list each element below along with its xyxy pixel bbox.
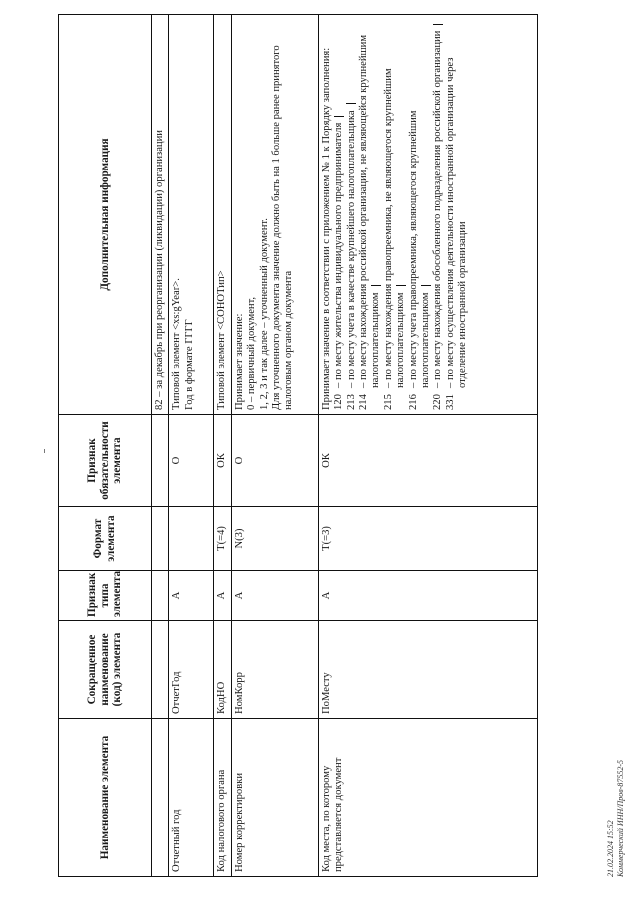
- code-list-item: [333, 19, 345, 410]
- code-list-item: [346, 19, 358, 410]
- cell-info: Типовой элемент <СОНОТип>: [214, 15, 231, 415]
- marker-bar: [396, 286, 406, 287]
- cell-format: T(=3): [318, 507, 537, 571]
- element-spec-table: [58, 14, 538, 877]
- table-row-tax-authority-code: [214, 15, 231, 877]
- info-line: Год в формате ГГГГ: [183, 319, 195, 410]
- code-number: 220: [432, 394, 444, 410]
- marker-bar: [433, 24, 443, 25]
- code-list-item: [358, 19, 383, 410]
- cell-type: А: [169, 571, 214, 621]
- code-description: – по месту осуществления деятельности иностранной организации через отделение иностранной организации: [444, 57, 469, 388]
- code-description: – по месту жительства индивидуального предпринимателя: [333, 19, 345, 388]
- code-list-item: [432, 19, 444, 410]
- cell-code: ОтчетГод: [169, 621, 214, 719]
- cell-name: Номер корректировки: [231, 719, 318, 877]
- table-header-row: [59, 15, 152, 877]
- code-number: 331: [444, 394, 456, 410]
- code-number: 120: [333, 394, 345, 410]
- cell-required: [152, 415, 169, 507]
- info-intro: Принимает значение в соответствии с приложением № 1 к Порядку заполнения:: [320, 47, 332, 410]
- code-description: – по месту учета в качестве крупнейшего налогоплательщика: [346, 19, 358, 388]
- cell-required: О: [231, 415, 318, 507]
- cell-format: T(=4): [214, 507, 231, 571]
- code-number: 216: [407, 394, 419, 410]
- info-line: Принимает значение:: [233, 313, 245, 410]
- cell-name: Код налогового органа: [214, 719, 231, 877]
- cell-info: 82 – за декабрь при реорганизации (ликвидации) организации: [152, 15, 169, 415]
- cell-format: N(3): [231, 507, 318, 571]
- header-short-code: Сокращенное наименование (код) элемента: [59, 621, 152, 719]
- cell-type: А: [231, 571, 318, 621]
- marker-bar: [421, 286, 431, 287]
- header-element-type: Признак типа элемента: [59, 571, 152, 621]
- code-number: 213: [345, 394, 357, 410]
- marker-bar: [334, 116, 344, 117]
- table-row-place-code: [318, 15, 537, 877]
- code-list-item: [408, 19, 433, 410]
- cell-format: [152, 507, 169, 571]
- header-additional-info: Дополнительная информация: [59, 15, 152, 415]
- scan-mark: [44, 449, 45, 453]
- header-element-name: Наименование элемента: [59, 719, 152, 877]
- table-row-correction-number: [231, 15, 318, 877]
- cell-type: [152, 571, 169, 621]
- cell-required: О: [169, 415, 214, 507]
- cell-name: Отчетный год: [169, 719, 214, 877]
- cell-code: КодНО: [214, 621, 231, 719]
- info-line: Типовой элемент <xs:gYear>.: [171, 278, 183, 410]
- cell-name: Код места, по которому представляется документ: [318, 719, 537, 877]
- info-line: 1, 2, 3 и так далее – уточненный документ.: [258, 218, 270, 410]
- cell-code: ПоМесту: [318, 621, 537, 719]
- table-row-continuation: [152, 15, 169, 877]
- stamp-date: 21.02.2024 15:52: [606, 820, 615, 877]
- cell-required: ОК: [214, 415, 231, 507]
- table-row-report-year: [169, 15, 214, 877]
- cell-info: [231, 15, 318, 415]
- code-number: 214: [358, 394, 370, 410]
- code-description: – по месту нахождения правопреемника, не являющегося крупнейшим налогоплательщиком: [382, 68, 407, 388]
- header-required-flag: Признак обязательности элемента: [59, 415, 152, 507]
- code-number: 215: [382, 394, 394, 410]
- stamp-reference: Коммерческий ИНН/Пров-87552-5: [615, 759, 625, 877]
- info-line: 0 – первичный документ,: [246, 296, 258, 410]
- code-description: – по месту учета правопреемника, являющегося крупнейшим налогоплательщиком: [407, 110, 432, 388]
- code-list-item: [445, 19, 470, 410]
- code-list-item: [383, 19, 408, 410]
- cell-format: [169, 507, 214, 571]
- cell-code: НомКорр: [231, 621, 318, 719]
- header-element-format: Формат элемента: [59, 507, 152, 571]
- cell-info: [318, 15, 537, 415]
- code-description: – по месту нахождения российской организации, не являющейся крупнейшим налогоплательщиком: [358, 34, 382, 388]
- info-line: Для уточненного документа значение должно быть на 1 больше ранее принятого налоговым органом документа: [271, 45, 295, 410]
- cell-info: [169, 15, 214, 415]
- document-stamp: [606, 760, 625, 877]
- marker-bar: [371, 286, 381, 287]
- code-description: – по месту нахождения обособленного подразделения российской организации: [432, 19, 444, 388]
- marker-bar: [346, 103, 356, 104]
- cell-required: ОК: [318, 415, 537, 507]
- cell-type: А: [214, 571, 231, 621]
- cell-code: [152, 621, 169, 719]
- cell-name: [152, 719, 169, 877]
- cell-type: А: [318, 571, 537, 621]
